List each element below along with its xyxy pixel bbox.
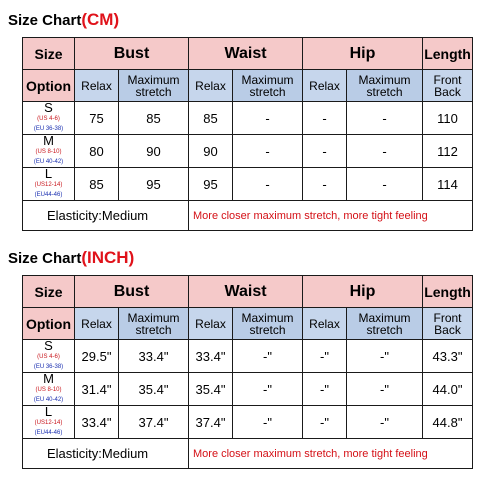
bust-relax-cell: 31.4" <box>75 373 119 406</box>
hip-relax-cell: -" <box>303 340 347 373</box>
waist-max-cell: - <box>233 102 303 135</box>
hip-relax-cell: - <box>303 168 347 201</box>
waist-relax-cell: 95 <box>189 168 233 201</box>
bust-relax-cell: 29.5" <box>75 340 119 373</box>
subheader-front-back: Front Back <box>423 70 473 102</box>
waist-max-cell: -" <box>233 373 303 406</box>
header-bust: Bust <box>75 38 189 70</box>
chart-title-unit: (INCH) <box>81 248 135 267</box>
size-label-cell: L (US12-14) (EU44-46) <box>23 406 75 439</box>
waist-max-cell: - <box>233 168 303 201</box>
waist-relax-cell: 35.4" <box>189 373 233 406</box>
header-hip: Hip <box>303 276 423 308</box>
subheader-max-stretch: Maximum stretch <box>119 70 189 102</box>
hip-relax-cell: -" <box>303 373 347 406</box>
table-row <box>23 406 473 439</box>
hip-relax-cell: - <box>303 135 347 168</box>
bust-relax-cell: 85 <box>75 168 119 201</box>
subheader-max-stretch: Maximum stretch <box>347 70 423 102</box>
subheader-max-stretch: Maximum stretch <box>347 308 423 340</box>
bust-max-cell: 85 <box>119 102 189 135</box>
hip-max-cell: - <box>347 168 423 201</box>
subheader-max-stretch: Maximum stretch <box>233 308 303 340</box>
bust-max-cell: 35.4" <box>119 373 189 406</box>
size-label-cell: S (US 4-6) (EU 36-38) <box>23 340 75 373</box>
hip-max-cell: - <box>347 102 423 135</box>
length-cell: 114 <box>423 168 473 201</box>
size-table-inch <box>22 275 473 469</box>
note-row <box>23 439 473 469</box>
subheader-relax: Relax <box>303 308 347 340</box>
table-row <box>23 102 473 135</box>
hip-max-cell: -" <box>347 373 423 406</box>
subheader-front-back: Front Back <box>423 308 473 340</box>
waist-relax-cell: 90 <box>189 135 233 168</box>
elasticity-label: Elasticity:Medium <box>23 439 189 469</box>
subheader-relax: Relax <box>303 70 347 102</box>
header-size: Size <box>23 38 75 70</box>
table-row <box>23 373 473 406</box>
waist-max-cell: -" <box>233 406 303 439</box>
bust-relax-cell: 80 <box>75 135 119 168</box>
chart-title-cm <box>8 10 119 30</box>
chart-title-prefix: Size Chart <box>8 250 82 267</box>
header-option: Option <box>23 308 75 340</box>
subheader-relax: Relax <box>75 70 119 102</box>
header-waist: Waist <box>189 38 303 70</box>
chart-title-prefix: Size Chart <box>8 12 82 29</box>
table-row <box>23 135 473 168</box>
length-cell: 44.0" <box>423 373 473 406</box>
header-length: Length <box>423 276 473 308</box>
bust-max-cell: 37.4" <box>119 406 189 439</box>
hip-relax-cell: -" <box>303 406 347 439</box>
chart-title-inch <box>8 248 134 268</box>
subheader-relax: Relax <box>75 308 119 340</box>
bust-relax-cell: 33.4" <box>75 406 119 439</box>
hip-relax-cell: - <box>303 102 347 135</box>
size-label-cell: M (US 8-10) (EU 40-42) <box>23 373 75 406</box>
bust-max-cell: 95 <box>119 168 189 201</box>
hip-max-cell: -" <box>347 406 423 439</box>
bust-max-cell: 33.4" <box>119 340 189 373</box>
header-length: Length <box>423 38 473 70</box>
elasticity-label: Elasticity:Medium <box>23 201 189 231</box>
length-cell: 44.8" <box>423 406 473 439</box>
table-row <box>23 340 473 373</box>
waist-relax-cell: 33.4" <box>189 340 233 373</box>
length-cell: 43.3" <box>423 340 473 373</box>
subheader-max-stretch: Maximum stretch <box>119 308 189 340</box>
waist-relax-cell: 85 <box>189 102 233 135</box>
stretch-note: More closer maximum stretch, more tight feeling <box>189 201 473 231</box>
size-label-cell: L (US12-14) (EU44-46) <box>23 168 75 201</box>
size-label-cell: S (US 4-6) (EU 36-38) <box>23 102 75 135</box>
header-waist: Waist <box>189 276 303 308</box>
waist-relax-cell: 37.4" <box>189 406 233 439</box>
bust-relax-cell: 75 <box>75 102 119 135</box>
subheader-max-stretch: Maximum stretch <box>233 70 303 102</box>
size-table-cm <box>22 37 473 231</box>
header-option: Option <box>23 70 75 102</box>
note-row <box>23 201 473 231</box>
length-cell: 112 <box>423 135 473 168</box>
chart-title-unit: (CM) <box>81 10 120 29</box>
subheader-relax: Relax <box>189 70 233 102</box>
waist-max-cell: -" <box>233 340 303 373</box>
waist-max-cell: - <box>233 135 303 168</box>
hip-max-cell: -" <box>347 340 423 373</box>
header-bust: Bust <box>75 276 189 308</box>
hip-max-cell: - <box>347 135 423 168</box>
header-hip: Hip <box>303 38 423 70</box>
stretch-note: More closer maximum stretch, more tight feeling <box>189 439 473 469</box>
size-label-cell: M (US 8-10) (EU 40-42) <box>23 135 75 168</box>
bust-max-cell: 90 <box>119 135 189 168</box>
table-row <box>23 168 473 201</box>
header-size: Size <box>23 276 75 308</box>
subheader-relax: Relax <box>189 308 233 340</box>
length-cell: 110 <box>423 102 473 135</box>
